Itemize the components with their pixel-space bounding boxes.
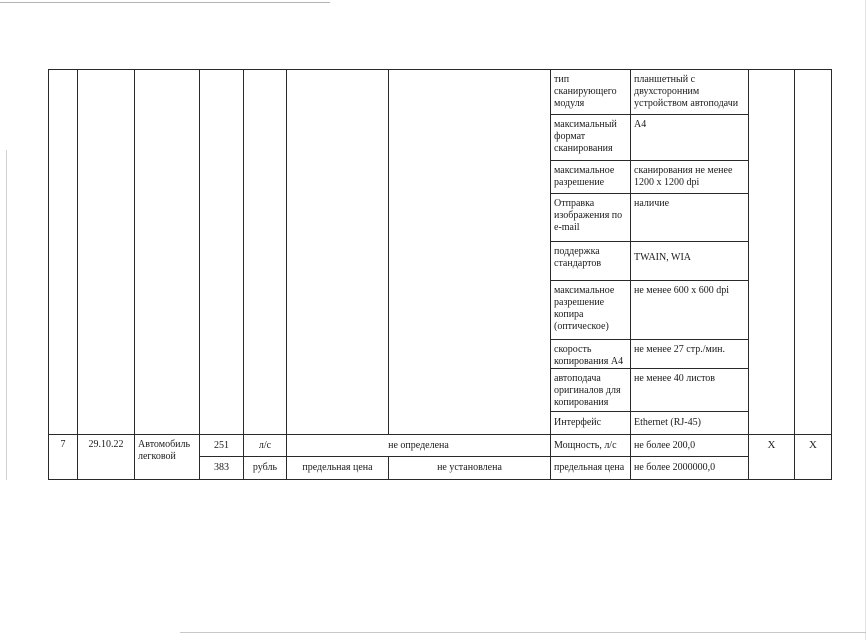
table-row bbox=[49, 70, 832, 115]
cell-characteristic: максимальное разрешение копира (оптическое) bbox=[551, 281, 631, 340]
cell-characteristic: поддержка стандартов bbox=[551, 242, 631, 281]
cell-value: не менее 40 листов bbox=[631, 369, 749, 412]
procurement-table bbox=[48, 69, 832, 480]
cell-num-empty bbox=[49, 70, 78, 435]
cell-value: не более 200,0 bbox=[631, 435, 749, 457]
cell-characteristic: максимальный формат сканирования bbox=[551, 115, 631, 161]
scan-artifact-top bbox=[0, 2, 330, 3]
scan-artifact-bottom bbox=[180, 632, 866, 633]
cell-value: А4 bbox=[631, 115, 749, 161]
cell-price-type-empty bbox=[287, 70, 389, 435]
cell-value: сканирования не менее 1200 х 1200 dpi bbox=[631, 161, 749, 194]
cell-unit: л/с bbox=[244, 435, 287, 457]
cell-value: не менее 27 стр./мин. bbox=[631, 340, 749, 369]
cell-price-status: не установлена bbox=[389, 457, 551, 480]
cell-date-empty bbox=[78, 70, 135, 435]
cell-mark: X bbox=[795, 435, 832, 480]
cell-date: 29.10.22 bbox=[78, 435, 135, 480]
cell-characteristic: предельная цена bbox=[551, 457, 631, 480]
cell-code: 383 bbox=[200, 457, 244, 480]
cell-mark-empty bbox=[749, 70, 795, 435]
table-row-item-7 bbox=[49, 435, 832, 457]
cell-item-number: 7 bbox=[49, 435, 78, 480]
cell-value: не более 2000000,0 bbox=[631, 457, 749, 480]
cell-value: TWAIN, WIA bbox=[631, 242, 749, 281]
cell-value: Ethernet (RJ-45) bbox=[631, 412, 749, 435]
cell-item-name: Автомобиль легковой bbox=[135, 435, 200, 480]
cell-name-empty bbox=[135, 70, 200, 435]
cell-characteristic: Отправка изображения по e-mail bbox=[551, 194, 631, 242]
cell-unit-empty bbox=[244, 70, 287, 435]
cell-unit: рубль bbox=[244, 457, 287, 480]
cell-code-empty bbox=[200, 70, 244, 435]
cell-characteristic: скорость копирования А4 bbox=[551, 340, 631, 369]
cell-value: не менее 600 х 600 dpi bbox=[631, 281, 749, 340]
cell-characteristic: Мощность, л/с bbox=[551, 435, 631, 457]
cell-characteristic: автоподача оригиналов для копирования bbox=[551, 369, 631, 412]
cell-characteristic: максимальное разрешение bbox=[551, 161, 631, 194]
scan-artifact-left bbox=[6, 150, 7, 480]
cell-characteristic: тип сканирующего модуля bbox=[551, 70, 631, 115]
cell-status-empty bbox=[389, 70, 551, 435]
cell-code: 251 bbox=[200, 435, 244, 457]
cell-price-type: предельная цена bbox=[287, 457, 389, 480]
cell-characteristic: Интерфейс bbox=[551, 412, 631, 435]
cell-mark-empty bbox=[795, 70, 832, 435]
cell-value: наличие bbox=[631, 194, 749, 242]
cell-mark: X bbox=[749, 435, 795, 480]
cell-value: планшетный с двухсторонним устройством автоподачи bbox=[631, 70, 749, 115]
cell-price-status: не определена bbox=[287, 435, 551, 457]
